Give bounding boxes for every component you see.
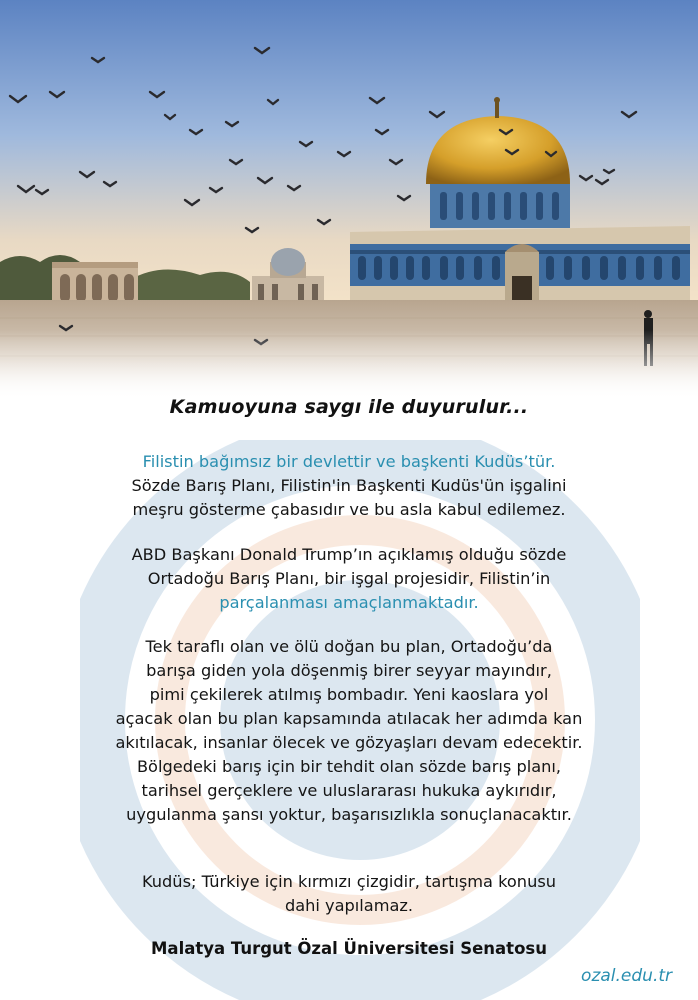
paragraph-3-line-8: uygulanma şansı yoktur, başarısızlıkla sonuçlanacaktır. — [126, 805, 572, 824]
paragraph-1 — [18, 450, 680, 522]
paragraph-3 — [18, 635, 680, 827]
paragraph-2-line-1: ABD Başkanı Donald Trump’ın açıklamış olduğu sözde — [131, 545, 567, 564]
paragraph-4 — [18, 870, 680, 918]
website-link[interactable]: ozal.edu.tr — [581, 966, 672, 986]
paragraph-3-line-6: Bölgedeki barış için bir tehdit olan sözde barış planı, — [136, 757, 562, 776]
paragraph-1-line-3: meşru gösterme çabasıdır ve bu asla kabul edilemez. — [132, 500, 566, 519]
paragraph-3-line-1: Tek taraflı olan ve ölü doğan bu plan, Ortadoğu’da — [145, 637, 553, 656]
paragraph-3-line-7: tarihsel gerçeklere ve uluslararası hukuka aykırıdır, — [141, 781, 557, 800]
paragraph-2 — [18, 543, 680, 615]
paragraph-1-line-2: Sözde Barış Planı, Filistin'in Başkenti Kudüs'ün işgalini — [131, 476, 567, 495]
paragraph-4-line-2: dahi yapılamaz. — [284, 896, 414, 915]
paragraph-3-line-4: açacak olan bu plan kapsamında atılacak her adımda kan — [115, 709, 583, 728]
paragraph-3-line-2: barışa giden yola döşenmiş birer seyyar mayındır, — [146, 661, 552, 680]
paragraph-3-line-3: pimi çekilerek atılmış bombadır. Yeni kaoslara yol — [149, 685, 549, 704]
senate-signature: Malatya Turgut Özal Üniversitesi Senatosu — [151, 939, 547, 958]
paragraph-2-line-2: Ortadoğu Barış Planı, bir işgal projesidir, Filistin’in — [147, 569, 551, 588]
paragraph-3-line-5: akıtılacak, insanlar ölecek ve gözyaşları devam edecektir. — [115, 733, 583, 752]
paragraph-4-line-1: Kudüs; Türkiye için kırmızı çizgidir, tartışma konusu — [141, 872, 557, 891]
announcement-heading: Kamuoyuna saygı ile duyurulur... — [169, 396, 529, 418]
paragraph-2-line-3: parçalanması amaçlanmaktadır. — [219, 593, 479, 612]
paragraph-1-line-1: Filistin bağımsız bir devlettir ve başkenti Kudüs’tür. — [142, 452, 556, 471]
